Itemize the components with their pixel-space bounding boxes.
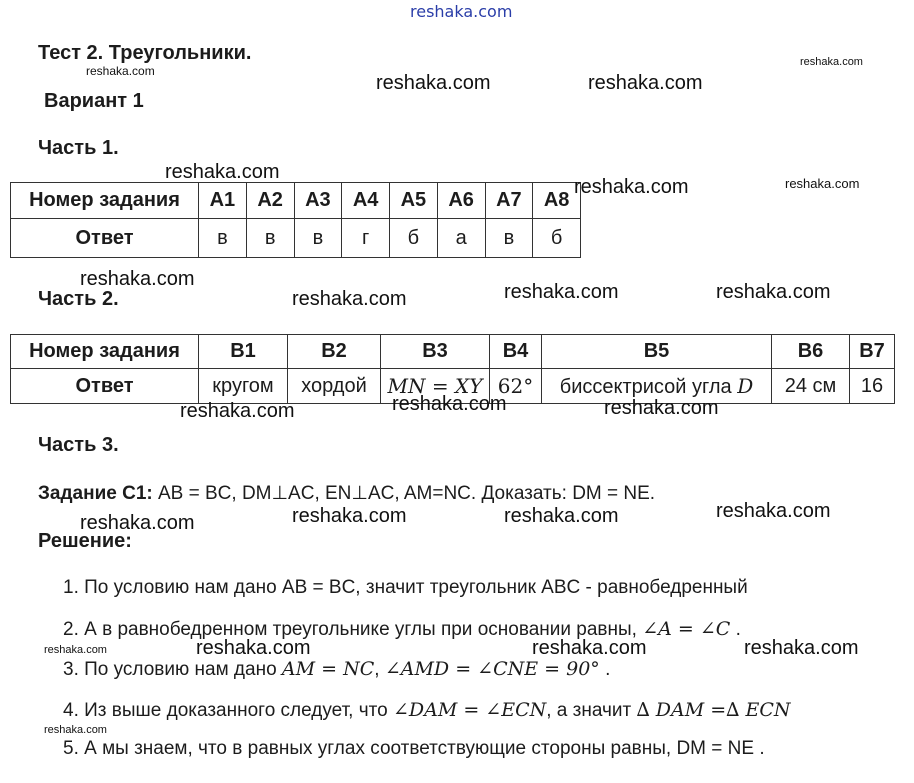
- table-header-cell: B6: [772, 335, 850, 369]
- table-header-cell: A1: [199, 183, 247, 219]
- watermark: reshaka.com: [44, 644, 107, 656]
- table-answer-label: Ответ: [11, 369, 199, 404]
- watermark: reshaka.com: [588, 72, 703, 94]
- table-answer-cell: 24 см: [772, 369, 850, 404]
- watermark: reshaka.com: [292, 288, 407, 310]
- answer-text: биссектрисой угла: [559, 375, 738, 398]
- watermark: reshaka.com: [574, 176, 689, 198]
- table-header-label: Номер задания: [11, 335, 199, 369]
- step-math: AM = NC: [281, 658, 375, 680]
- watermark: reshaka.com: [196, 637, 311, 659]
- watermark: reshaka.com: [392, 393, 507, 415]
- table-header-cell: B3: [381, 335, 490, 369]
- step-math: ∆ DAM =∆ ECN: [636, 699, 791, 721]
- watermark: reshaka.com: [80, 512, 195, 534]
- table-answer-cell: MN = XY: [381, 369, 490, 404]
- solution-step-4: [63, 699, 791, 722]
- table-header-cell: B2: [288, 335, 381, 369]
- part3-heading: Часть 3.: [38, 434, 119, 456]
- watermark: reshaka.com: [744, 637, 859, 659]
- step-text: 4. Из выше доказанного следует, что: [63, 700, 393, 721]
- watermark: reshaka.com: [86, 64, 155, 78]
- watermark-top: reshaka.com: [410, 2, 513, 21]
- step-text: .: [599, 659, 611, 680]
- table-answer-cell: б: [533, 219, 581, 258]
- page-title: Тест 2. Треугольники.: [38, 42, 252, 64]
- table-answer-cell: хордой: [288, 369, 381, 404]
- answer-variable: D: [737, 373, 754, 398]
- step-math: ∠AMD = ∠CNE = 90°: [384, 658, 600, 680]
- part2-heading: Часть 2.: [38, 288, 119, 310]
- task-text: AB = BC, DM⊥AC, EN⊥AC, AM=NC. Доказать: DM = NE.: [152, 483, 656, 504]
- table-header-cell: A6: [437, 183, 485, 219]
- task-c1: [38, 482, 655, 505]
- watermark: reshaka.com: [504, 281, 619, 303]
- watermark: reshaka.com: [716, 500, 831, 522]
- table-header-cell: B5: [542, 335, 772, 369]
- solution-step-3: [63, 658, 610, 681]
- step-text: 2. А в равнобедренном треугольнике углы при основании равны,: [63, 619, 643, 640]
- watermark: reshaka.com: [785, 176, 860, 191]
- watermark: reshaka.com: [800, 56, 863, 68]
- table-header-cell: B4: [490, 335, 542, 369]
- solution-label: Решение:: [38, 530, 132, 552]
- variant-label: Вариант 1: [44, 90, 144, 112]
- table-answer-cell: в: [246, 219, 294, 258]
- solution-step-5: 5. А мы знаем, что в равных углах соответствующие стороны равны, DM = NE .: [63, 738, 765, 759]
- table-header-cell: A7: [485, 183, 533, 219]
- table-header-cell: B1: [199, 335, 288, 369]
- table-answer-cell: кругом: [199, 369, 288, 404]
- table-header-cell: A4: [342, 183, 390, 219]
- watermark: reshaka.com: [292, 505, 407, 527]
- step-math: ∠DAM = ∠ECN: [392, 699, 547, 721]
- watermark: reshaka.com: [165, 161, 280, 183]
- step-text: .: [730, 619, 741, 640]
- table-header-cell: B7: [850, 335, 895, 369]
- watermark: reshaka.com: [504, 505, 619, 527]
- table-answer-cell: 62°: [490, 369, 542, 404]
- table-answer-label: Ответ: [11, 219, 199, 258]
- table-answer-cell: а: [437, 219, 485, 258]
- table-header-cell: A2: [246, 183, 294, 219]
- table-header-cell: A5: [390, 183, 438, 219]
- task-label: Задание С1:: [38, 483, 153, 504]
- step-text: , а значит: [546, 700, 637, 721]
- table-header-cell: A3: [294, 183, 342, 219]
- step-math: ∠A = ∠C: [642, 618, 731, 640]
- part1-heading: Часть 1.: [38, 137, 119, 159]
- solution-step-1: 1. По условию нам дано AB = BC, значит треугольник ABC - равнобедренный: [63, 577, 748, 598]
- table-answer-cell: в: [485, 219, 533, 258]
- watermark: reshaka.com: [376, 72, 491, 94]
- table-answer-cell: 16: [850, 369, 895, 404]
- watermark: reshaka.com: [604, 397, 719, 419]
- watermark: reshaka.com: [180, 400, 295, 422]
- part1-answer-table: [10, 182, 581, 258]
- watermark: reshaka.com: [716, 281, 831, 303]
- table-answer-cell: в: [294, 219, 342, 258]
- table-answer-cell: б: [390, 219, 438, 258]
- table-answer-cell: в: [199, 219, 247, 258]
- table-header-cell: A8: [533, 183, 581, 219]
- table-header-label: Номер задания: [11, 183, 199, 219]
- watermark: reshaka.com: [80, 268, 195, 290]
- table-answer-cell: г: [342, 219, 390, 258]
- step-text: 3. По условию нам дано: [63, 659, 282, 680]
- step-text: ,: [374, 659, 385, 680]
- watermark: reshaka.com: [532, 637, 647, 659]
- watermark: reshaka.com: [44, 724, 107, 736]
